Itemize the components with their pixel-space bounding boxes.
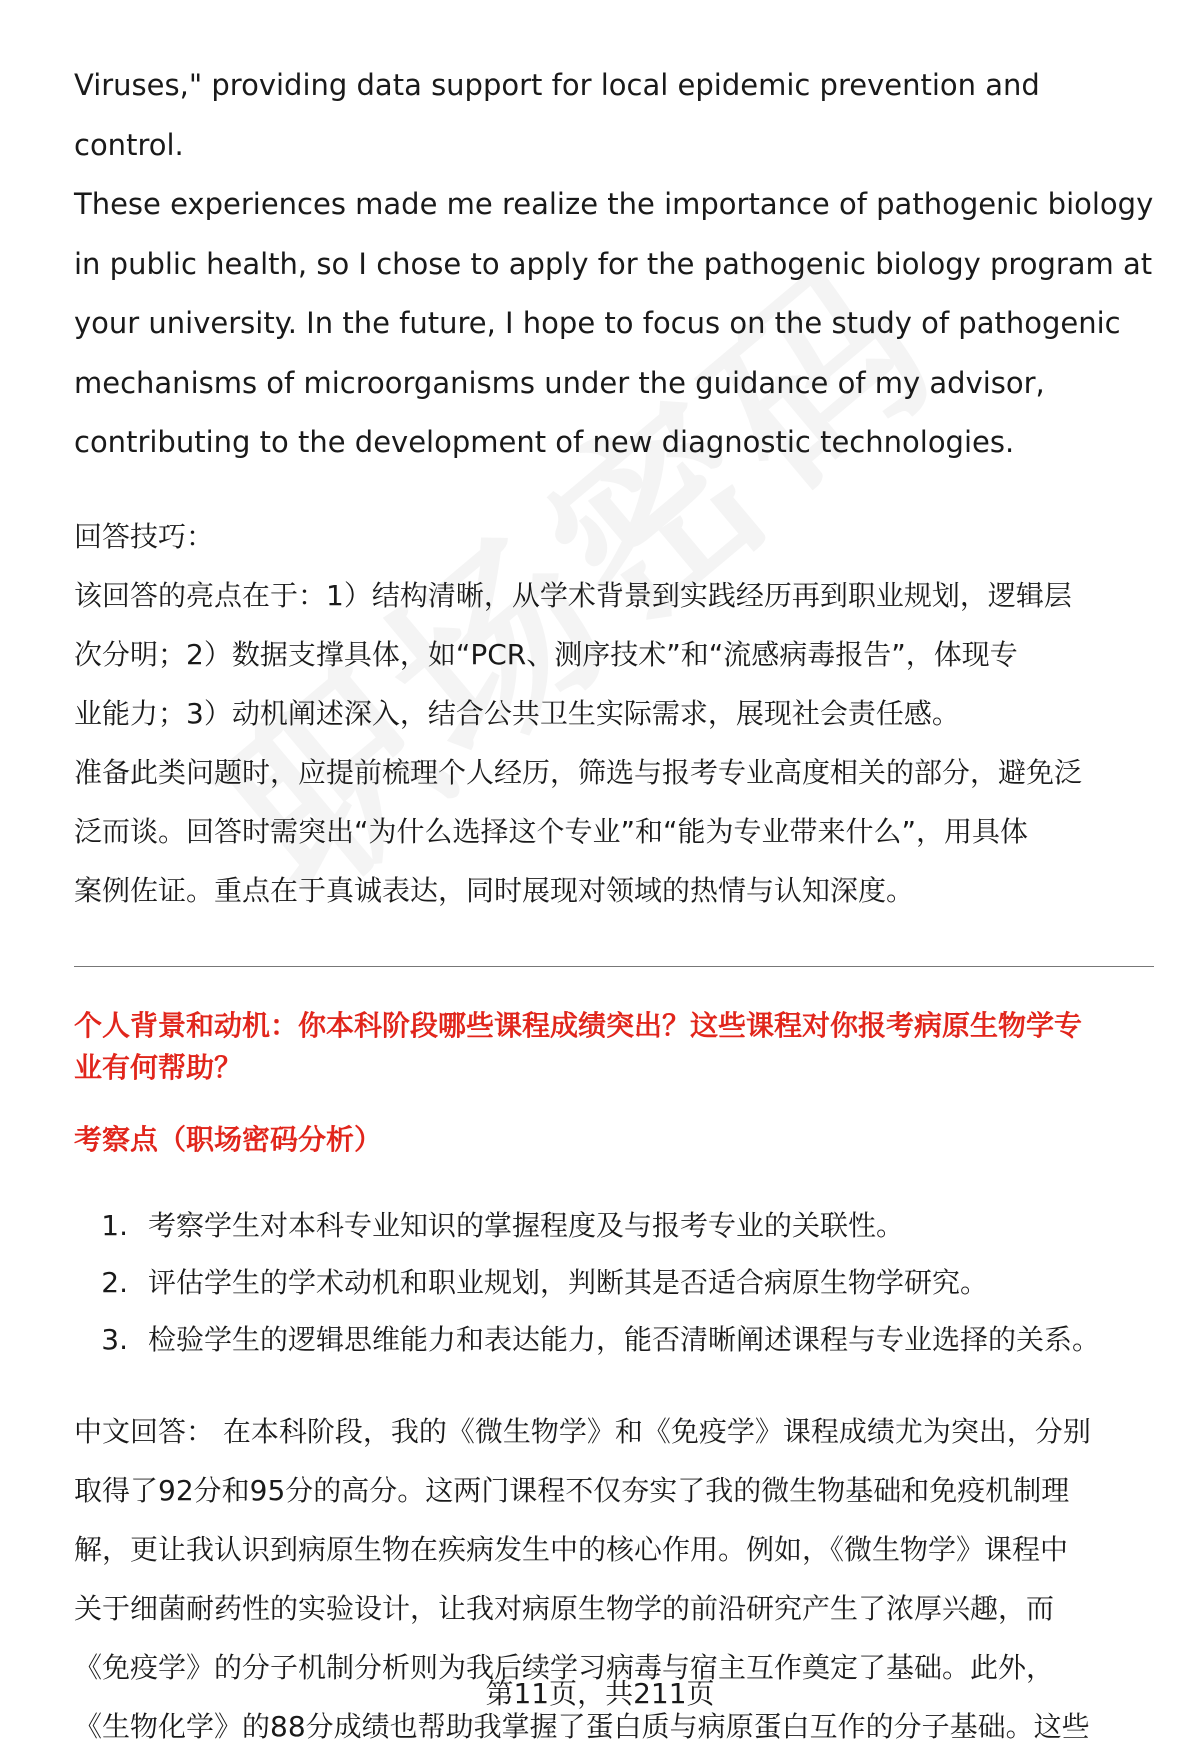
answer-line: 《生物化学》的88分成绩也帮助我掌握了蛋白质与病原蛋白互作的分子基础。这些	[74, 1709, 1090, 1743]
list-text: 考察学生对本科专业知识的掌握程度及与报考专业的关联性。	[148, 1208, 905, 1242]
page-footer: 第11页，共211页	[485, 1677, 715, 1710]
tips-line: 次分明；2）数据支撑具体，如“PCR、测序技术”和“流感病毒报告”，体现专	[74, 637, 1018, 671]
english-line: in public health, so I chose to apply for the pathogenic biology program at	[74, 246, 1153, 281]
tips-line: 准备此类问题时，应提前梳理个人经历，筛选与报考专业高度相关的部分，避免泛	[74, 755, 1083, 789]
assessment-points	[74, 1197, 1154, 1368]
question-title	[74, 1005, 1154, 1089]
english-line: mechanisms of microorganisms under the guidance of my advisor,	[74, 365, 1045, 400]
tips-line: 泛而谈。回答时需突出“为什么选择这个专业”和“能为专业带来什么”，用具体	[74, 814, 1029, 848]
english-line: your university. In the future, I hope to focus on the study of pathogenic	[74, 306, 1121, 340]
section-divider	[74, 966, 1154, 967]
answer-line: 解，更让我认识到病原生物在疾病发生中的核心作用。例如，《微生物学》课程中	[74, 1532, 1069, 1566]
assessment-subheading: 考察点（职场密码分析）	[74, 1122, 383, 1156]
question-title-line: 个人背景和动机：你本科阶段哪些课程成绩突出？这些课程对你报考病原生物学专	[74, 1008, 1083, 1042]
tips-block	[74, 507, 1154, 920]
list-item	[74, 1311, 1154, 1368]
list-number: 3.	[101, 1322, 128, 1356]
tips-line: 案例佐证。重点在于真诚表达，同时展现对领域的热情与认知深度。	[74, 873, 915, 907]
list-number: 2.	[101, 1265, 128, 1299]
answer-line: 中文回答： 在本科阶段，我的《微生物学》和《免疫学》课程成绩尤为突出，分别	[74, 1414, 1091, 1448]
answer-line: 关于细菌耐药性的实验设计，让我对病原生物学的前沿研究产生了浓厚兴趣，而	[74, 1591, 1055, 1625]
list-number: 1.	[101, 1208, 128, 1242]
tips-line: 该回答的亮点在于：1）结构清晰，从学术背景到实践经历再到职业规划，逻辑层	[74, 578, 1072, 612]
english-line: Viruses," providing data support for local epidemic prevention and control.	[74, 68, 1040, 162]
list-text: 评估学生的学术动机和职业规划，判断其是否适合病原生物学研究。	[148, 1265, 989, 1299]
tips-line: 业能力；3）动机阐述深入，结合公共卫生实际需求，展现社会责任感。	[74, 696, 960, 730]
list-text: 检验学生的逻辑思维能力和表达能力，能否清晰阐述课程与专业选择的关系。	[148, 1322, 1101, 1356]
tips-heading: 回答技巧：	[74, 519, 215, 553]
list-item	[74, 1254, 1154, 1311]
answer-line: 《免疫学》的分子机制分析则为我后续学习病毒与宿主互作奠定了基础。此外，	[74, 1650, 1055, 1684]
list-item	[74, 1197, 1154, 1254]
english-answer-block	[74, 56, 1154, 473]
document-page	[74, 56, 1154, 1756]
english-line: contributing to the development of new diagnostic technologies.	[74, 425, 1015, 459]
english-line: These experiences made me realize the importance of pathogenic biology	[74, 187, 1154, 221]
answer-line: 取得了92分和95分的高分。这两门课程不仅夯实了我的微生物基础和免疫机制理	[74, 1473, 1070, 1507]
question-title-line: 业有何帮助？	[74, 1050, 243, 1084]
